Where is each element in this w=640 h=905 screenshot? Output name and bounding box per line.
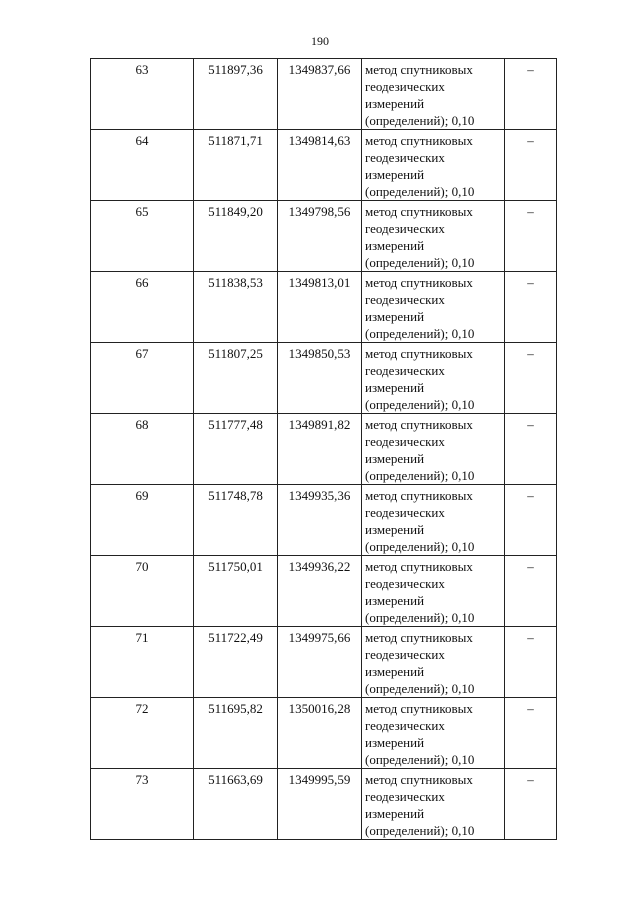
description-cell: – <box>505 698 557 769</box>
y-coordinate-cell: 1349936,22 <box>278 556 362 627</box>
x-coordinate-cell: 511849,20 <box>194 201 278 272</box>
table-row <box>91 201 557 272</box>
method-cell <box>362 201 505 272</box>
method-text-line: (определений); 0,10 <box>365 752 475 767</box>
method-text-line: метод спутниковых <box>365 275 473 290</box>
method-text-line: геодезических <box>365 79 445 94</box>
method-text-line: геодезических <box>365 505 445 520</box>
description-cell: – <box>505 414 557 485</box>
point-number-cell: 66 <box>91 272 194 343</box>
table-row <box>91 272 557 343</box>
description-cell: – <box>505 343 557 414</box>
method-text-line: геодезических <box>365 718 445 733</box>
method-cell <box>362 272 505 343</box>
y-coordinate-cell: 1350016,28 <box>278 698 362 769</box>
point-number-cell: 69 <box>91 485 194 556</box>
description-cell: – <box>505 201 557 272</box>
y-coordinate-cell: 1349837,66 <box>278 59 362 130</box>
y-coordinate-cell: 1349975,66 <box>278 627 362 698</box>
description-cell: – <box>505 130 557 201</box>
method-cell <box>362 698 505 769</box>
method-text-line: измерений <box>365 522 425 537</box>
method-text-line: (определений); 0,10 <box>365 539 475 554</box>
x-coordinate-cell: 511807,25 <box>194 343 278 414</box>
method-text-line: измерений <box>365 238 425 253</box>
description-cell: – <box>505 556 557 627</box>
x-coordinate-cell: 511777,48 <box>194 414 278 485</box>
method-text-line: (определений); 0,10 <box>365 468 475 483</box>
point-number-cell: 71 <box>91 627 194 698</box>
method-text-line: (определений); 0,10 <box>365 397 475 412</box>
method-cell <box>362 769 505 840</box>
coordinates-table-body <box>91 59 557 840</box>
y-coordinate-cell: 1349891,82 <box>278 414 362 485</box>
method-text-line: измерений <box>365 309 425 324</box>
y-coordinate-cell: 1349813,01 <box>278 272 362 343</box>
table-row <box>91 414 557 485</box>
x-coordinate-cell: 511722,49 <box>194 627 278 698</box>
method-text-line: метод спутниковых <box>365 204 473 219</box>
point-number-cell: 65 <box>91 201 194 272</box>
description-cell: – <box>505 59 557 130</box>
method-text-line: геодезических <box>365 221 445 236</box>
method-text-line: (определений); 0,10 <box>365 610 475 625</box>
method-cell <box>362 59 505 130</box>
method-text-line: измерений <box>365 96 425 111</box>
description-cell: – <box>505 627 557 698</box>
method-text-line: (определений); 0,10 <box>365 255 475 270</box>
method-cell <box>362 485 505 556</box>
table-row <box>91 59 557 130</box>
method-text-line: геодезических <box>365 363 445 378</box>
method-text-line: измерений <box>365 664 425 679</box>
method-text-line: метод спутниковых <box>365 62 473 77</box>
table-row <box>91 485 557 556</box>
method-text-line: измерений <box>365 167 425 182</box>
method-text-line: измерений <box>365 380 425 395</box>
table-row <box>91 627 557 698</box>
x-coordinate-cell: 511663,69 <box>194 769 278 840</box>
y-coordinate-cell: 1349850,53 <box>278 343 362 414</box>
method-text-line: метод спутниковых <box>365 559 473 574</box>
x-coordinate-cell: 511897,36 <box>194 59 278 130</box>
method-cell <box>362 343 505 414</box>
method-cell <box>362 627 505 698</box>
method-text-line: измерений <box>365 451 425 466</box>
method-text-line: измерений <box>365 593 425 608</box>
point-number-cell: 72 <box>91 698 194 769</box>
page-number: 190 <box>311 34 329 48</box>
description-cell: – <box>505 769 557 840</box>
method-text-line: геодезических <box>365 576 445 591</box>
method-text-line: измерений <box>365 735 425 750</box>
y-coordinate-cell: 1349814,63 <box>278 130 362 201</box>
table-row <box>91 343 557 414</box>
x-coordinate-cell: 511748,78 <box>194 485 278 556</box>
table-row <box>91 769 557 840</box>
method-text-line: метод спутниковых <box>365 417 473 432</box>
method-text-line: (определений); 0,10 <box>365 184 475 199</box>
description-cell: – <box>505 485 557 556</box>
method-cell <box>362 556 505 627</box>
point-number-cell: 64 <box>91 130 194 201</box>
method-text-line: геодезических <box>365 150 445 165</box>
method-text-line: (определений); 0,10 <box>365 681 475 696</box>
method-text-line: метод спутниковых <box>365 701 473 716</box>
method-text-line: метод спутниковых <box>365 772 473 787</box>
method-cell <box>362 130 505 201</box>
x-coordinate-cell: 511695,82 <box>194 698 278 769</box>
method-text-line: геодезических <box>365 292 445 307</box>
point-number-cell: 70 <box>91 556 194 627</box>
point-number-cell: 67 <box>91 343 194 414</box>
method-text-line: (определений); 0,10 <box>365 113 475 128</box>
y-coordinate-cell: 1349798,56 <box>278 201 362 272</box>
method-text-line: (определений); 0,10 <box>365 326 475 341</box>
method-text-line: измерений <box>365 806 425 821</box>
method-text-line: геодезических <box>365 647 445 662</box>
point-number-cell: 68 <box>91 414 194 485</box>
description-cell: – <box>505 272 557 343</box>
x-coordinate-cell: 511750,01 <box>194 556 278 627</box>
x-coordinate-cell: 511871,71 <box>194 130 278 201</box>
method-text-line: метод спутниковых <box>365 488 473 503</box>
method-text-line: (определений); 0,10 <box>365 823 475 838</box>
x-coordinate-cell: 511838,53 <box>194 272 278 343</box>
point-number-cell: 73 <box>91 769 194 840</box>
y-coordinate-cell: 1349935,36 <box>278 485 362 556</box>
method-text-line: метод спутниковых <box>365 630 473 645</box>
method-text-line: геодезических <box>365 789 445 804</box>
table-row <box>91 556 557 627</box>
coordinates-table <box>90 58 557 840</box>
method-text-line: метод спутниковых <box>365 346 473 361</box>
table-row <box>91 698 557 769</box>
method-text-line: геодезических <box>365 434 445 449</box>
method-text-line: метод спутниковых <box>365 133 473 148</box>
table-row <box>91 130 557 201</box>
point-number-cell: 63 <box>91 59 194 130</box>
y-coordinate-cell: 1349995,59 <box>278 769 362 840</box>
method-cell <box>362 414 505 485</box>
